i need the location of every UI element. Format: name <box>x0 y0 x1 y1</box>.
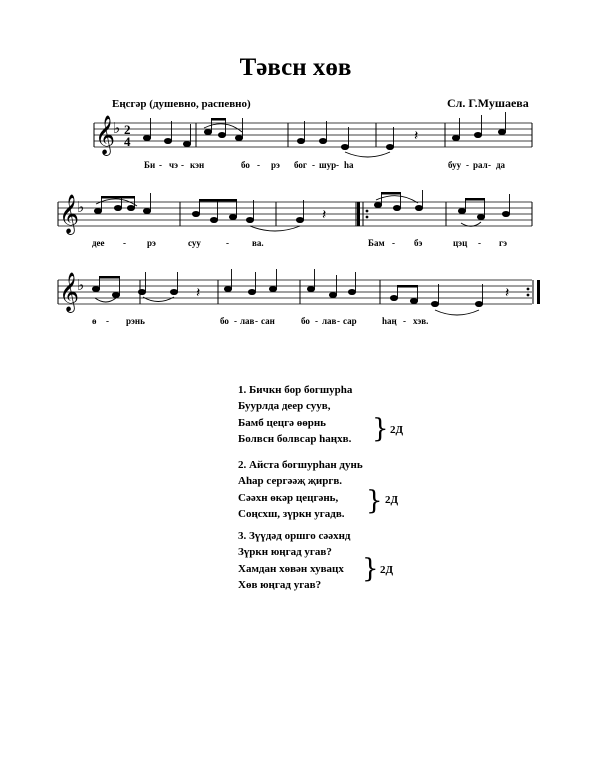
lyric-syllable: - <box>234 316 237 326</box>
lyric-syllable: һаң <box>382 316 397 326</box>
lyric-syllable: ө <box>92 316 97 326</box>
lyric-syllable: хэв. <box>413 316 429 326</box>
lyric-syllable: гэ <box>499 238 507 248</box>
lyric-syllable: бо <box>301 316 310 326</box>
repeat-mark: 2Д <box>385 494 399 506</box>
lyric-syllable: да <box>496 160 506 170</box>
svg-text:4: 4 <box>124 134 131 149</box>
verse-2 <box>238 457 363 522</box>
lyric-syllable: - <box>226 238 229 248</box>
lyric-syllable: рал <box>473 160 488 170</box>
lyric-syllable: - <box>257 160 260 170</box>
lyric-syllable: - <box>159 160 162 170</box>
lyric-syllable: - <box>466 160 469 170</box>
lyric-syllable: Бам <box>368 238 385 248</box>
lyric-syllable: цэц <box>453 238 468 248</box>
svg-text:𝄽: 𝄽 <box>505 285 510 301</box>
lyric-syllable: буу <box>448 160 462 170</box>
repeat-mark: 2Д <box>380 564 394 576</box>
verse-line: 1. Бичкн бор богшурһа <box>238 384 353 396</box>
svg-text:2: 2 <box>124 122 131 137</box>
verse-3 <box>238 528 351 593</box>
svg-text:𝄽: 𝄽 <box>196 285 201 301</box>
lyric-syllable: рэ <box>147 238 156 248</box>
lyric-syllable: бо <box>220 316 229 326</box>
lyric-syllable: - <box>255 316 258 326</box>
verse-line: Болвсн болвсар һаңхв. <box>238 432 352 445</box>
song-title: Тәвсн хөв <box>239 54 352 81</box>
lyric-syllable: ва. <box>252 238 264 248</box>
tempo-marking: Еңсгәр (душевно, распевно) <box>112 98 251 110</box>
verse-line: Зүркн юңгад угав? <box>238 546 332 559</box>
verse-line: 3. Зүүдәд оршго сәәхнд <box>238 530 351 542</box>
lyric-syllable: рэнь <box>126 316 145 326</box>
verse-line: Аһар сергәәҗ җиргв. <box>238 475 343 488</box>
lyric-syllable: рэ <box>271 160 280 170</box>
svg-text:𝄽: 𝄽 <box>414 128 419 144</box>
lyric-syllable: чэ <box>169 160 178 170</box>
lyric-syllable: - <box>337 316 340 326</box>
verse-line: Бамб цецгә өөрнь <box>238 416 326 429</box>
lyric-syllable: - <box>315 316 318 326</box>
svg-text:𝄽: 𝄽 <box>322 207 327 223</box>
treble-clef-icon: 𝄞 <box>95 115 116 155</box>
lyric-syllable: - <box>312 160 315 170</box>
lyric-syllable: бэ <box>414 238 423 248</box>
flat-icon: ♭ <box>77 198 85 216</box>
verse-line: Хөв юңгад угав? <box>238 578 322 591</box>
verse-line: Соңсхш, зүркн угадв. <box>238 507 345 520</box>
flat-icon: ♭ <box>77 276 85 294</box>
lyric-syllable: - <box>123 238 126 248</box>
lyric-syllable: сар <box>343 316 357 326</box>
lyric-syllable: - <box>403 316 406 326</box>
brace-icon: } <box>372 414 389 444</box>
lyric-syllable: шур <box>319 160 337 170</box>
lyric-syllable: - <box>478 238 481 248</box>
lyric-syllable: дее <box>92 238 105 248</box>
verse-1 <box>238 382 352 447</box>
lyric-syllable: кэн <box>190 160 205 170</box>
lyric-syllable: - <box>106 316 109 326</box>
lyric-syllable: - <box>392 238 395 248</box>
repeat-mark: 2Д <box>390 424 404 436</box>
lyric-syllable: Би <box>144 160 156 170</box>
lyric-syllable: сан <box>261 316 275 326</box>
treble-clef-icon: 𝄞 <box>59 272 80 312</box>
flat-icon: ♭ <box>113 119 121 137</box>
verse-line: Буурлда деер суув, <box>238 400 331 413</box>
treble-clef-icon: 𝄞 <box>59 194 80 234</box>
lyric-syllable: һа <box>344 160 354 170</box>
lyric-syllable: - <box>336 160 339 170</box>
lyricist-credit: Сл. Г.Мушаева <box>447 96 529 110</box>
verse-line: 2. Айста богшурһан дунь <box>238 459 363 471</box>
lyric-syllable: бог <box>294 160 307 170</box>
lyric-syllable: бо <box>241 160 250 170</box>
brace-icon: } <box>362 554 379 584</box>
brace-icon: } <box>366 486 383 516</box>
verse-line: Хамдан хөвән хувацх <box>238 562 344 575</box>
verse-line: Сәәхн өкәр цецгәнь, <box>238 491 339 504</box>
lyric-syllable: суу <box>188 238 201 248</box>
lyric-syllable: лав <box>240 316 255 326</box>
lyric-syllable: - <box>488 160 491 170</box>
lyric-syllable: лав <box>322 316 337 326</box>
lyric-syllable: - <box>181 160 184 170</box>
